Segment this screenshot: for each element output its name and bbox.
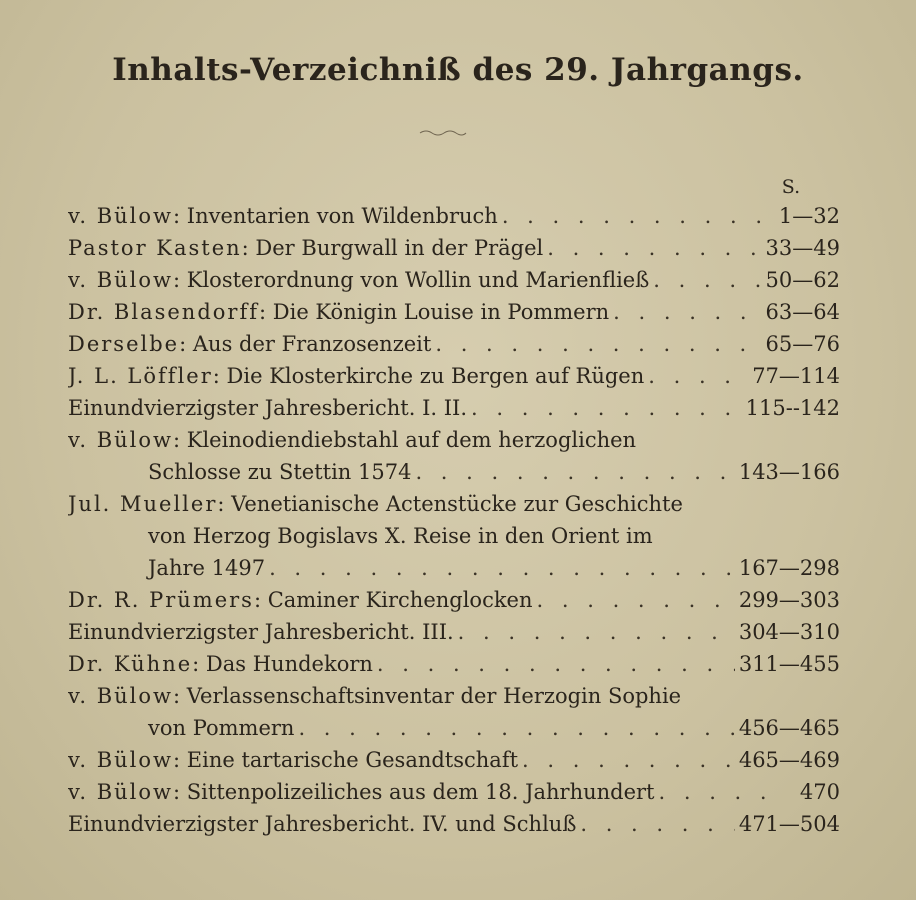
dot-leader — [518, 744, 735, 776]
toc-line — [68, 200, 840, 232]
toc-separator: : — [253, 588, 268, 612]
toc-separator: : — [173, 204, 187, 228]
toc-separator: : — [179, 332, 193, 356]
toc-line — [68, 264, 840, 296]
dot-leader — [533, 584, 735, 616]
toc-title: Die Königin Louise in Pommern — [272, 300, 610, 324]
toc-line-text — [68, 392, 467, 424]
toc-separator: : — [217, 492, 232, 516]
toc-separator: : — [192, 652, 206, 676]
toc-entry — [68, 648, 840, 680]
toc-entry — [68, 424, 840, 488]
toc-entry — [68, 680, 840, 744]
toc-title: Einundvierzigster Jahresbericht. I. II. — [68, 396, 468, 420]
toc-page-range: 63—64 — [765, 300, 840, 324]
toc-page-range: 50—62 — [765, 268, 840, 292]
dot-leader — [431, 328, 761, 360]
ornament-divider — [418, 128, 468, 138]
toc-author: v. Bülow — [68, 780, 174, 804]
toc-title: Aus der Franzosenzeit — [192, 332, 432, 356]
toc-line-text — [148, 712, 294, 744]
toc-line-text — [68, 232, 543, 264]
toc-author: Dr. R. Prümers — [68, 588, 254, 612]
toc-entry — [68, 232, 840, 264]
toc-line-text — [68, 424, 636, 456]
table-of-contents — [68, 200, 840, 840]
toc-entry — [68, 584, 840, 616]
toc-line — [68, 552, 840, 584]
toc-line — [68, 424, 840, 456]
toc-title: Jahre 1497 — [148, 556, 266, 580]
dot-leader — [649, 264, 761, 296]
toc-line — [68, 808, 840, 840]
toc-page-range: 77—114 — [752, 364, 840, 388]
dot-leader — [498, 200, 766, 232]
toc-title: Der Burgwall in der Prägel — [255, 236, 544, 260]
toc-author: Dr. Kühne — [68, 652, 193, 676]
dot-leader — [609, 296, 761, 328]
toc-page-range: 1—32 — [778, 204, 840, 228]
toc-page-range: 470 — [799, 780, 840, 804]
toc-separator: : — [173, 780, 187, 804]
toc-author: v. Bülow — [68, 204, 174, 228]
toc-entry — [68, 392, 840, 424]
toc-page-range: 465—469 — [738, 748, 840, 772]
toc-line-text — [68, 360, 644, 392]
toc-title: von Pommern — [148, 716, 295, 740]
toc-line-text — [68, 808, 576, 840]
toc-line — [68, 616, 840, 648]
toc-title: Klosterordnung von Wollin und Marienfließ — [186, 268, 650, 292]
toc-title: Schlosse zu Stettin 1574 — [148, 460, 412, 484]
toc-page-range: 167—298 — [738, 556, 840, 580]
toc-author: Jul. Mueller — [68, 492, 218, 516]
toc-page-range: 456—465 — [738, 716, 840, 740]
toc-line — [68, 648, 840, 680]
toc-line-text — [68, 488, 683, 520]
dot-leader — [294, 712, 734, 744]
dot-leader — [454, 616, 735, 648]
toc-entry — [68, 808, 840, 840]
toc-line — [68, 392, 840, 424]
toc-separator: : — [241, 236, 256, 260]
toc-entry — [68, 296, 840, 328]
toc-author: v. Bülow — [68, 268, 174, 292]
page-column-label: S. — [781, 176, 801, 198]
toc-page-range: 471—504 — [738, 812, 840, 836]
toc-entry — [68, 488, 840, 584]
toc-page-range: 311—455 — [738, 652, 840, 676]
toc-title: von Herzog Bogislavs X. Reise in den Orient im — [148, 524, 653, 548]
toc-page-range: 143—166 — [738, 460, 840, 484]
dot-leader — [655, 776, 767, 808]
toc-line — [68, 360, 840, 392]
toc-entry — [68, 776, 840, 808]
toc-line-text — [68, 616, 454, 648]
dot-leader — [644, 360, 748, 392]
toc-page-range: 299—303 — [738, 588, 840, 612]
toc-separator: : — [173, 748, 187, 772]
toc-line-text — [68, 328, 431, 360]
toc-line-text — [68, 680, 681, 712]
toc-line — [68, 776, 840, 808]
toc-author: v. Bülow — [68, 748, 174, 772]
toc-line-text — [68, 296, 609, 328]
toc-line — [68, 488, 840, 520]
toc-author: J. L. Löffler — [68, 364, 213, 388]
toc-line-text — [68, 584, 533, 616]
toc-author: v. Bülow — [68, 684, 174, 708]
toc-page-range: 65—76 — [765, 332, 840, 356]
toc-entry — [68, 264, 840, 296]
toc-title: Sittenpolizeiliches aus dem 18. Jahrhundert — [186, 780, 655, 804]
toc-line — [68, 712, 840, 744]
toc-line — [68, 232, 840, 264]
toc-line — [68, 296, 840, 328]
toc-page-range: 304—310 — [738, 620, 840, 644]
toc-author: Pastor Kasten — [68, 236, 242, 260]
toc-separator: : — [259, 300, 273, 324]
toc-line — [68, 744, 840, 776]
dot-leader — [576, 808, 734, 840]
toc-title: Caminer Kirchenglocken — [267, 588, 533, 612]
toc-separator: : — [173, 684, 187, 708]
toc-separator: : — [212, 364, 227, 388]
dot-leader — [265, 552, 735, 584]
toc-title: Kleinodiendiebstahl auf dem herzoglichen — [186, 428, 637, 452]
toc-title: Einundvierzigster Jahresbericht. III. — [68, 620, 454, 644]
toc-line-text — [68, 776, 655, 808]
dot-leader — [467, 392, 742, 424]
toc-entry — [68, 360, 840, 392]
toc-separator: : — [173, 268, 187, 292]
toc-title: Venetianische Actenstücke zur Geschichte — [231, 492, 683, 516]
toc-separator: : — [173, 428, 187, 452]
toc-page-range: 115--142 — [745, 396, 840, 420]
toc-entry — [68, 744, 840, 776]
page-title: Inhalts-Verzeichniß des 29. Jahrgangs. — [112, 52, 804, 88]
toc-title: Das Hundekorn — [205, 652, 373, 676]
toc-line — [68, 680, 840, 712]
toc-line-text — [68, 200, 498, 232]
toc-line-text — [68, 648, 373, 680]
toc-line-text — [148, 552, 265, 584]
toc-line — [68, 456, 840, 488]
toc-line-text — [68, 264, 649, 296]
toc-author: Derselbe — [68, 332, 180, 356]
toc-line — [68, 328, 840, 360]
toc-title: Verlassenschaftsinventar der Herzogin Sophie — [186, 684, 682, 708]
toc-line-text — [68, 744, 518, 776]
toc-line — [68, 520, 840, 552]
toc-author: Dr. Blasendorff — [68, 300, 259, 324]
toc-line — [68, 584, 840, 616]
toc-title: Eine tartarische Gesandtschaft — [186, 748, 519, 772]
toc-title: Inventarien von Wildenbruch — [186, 204, 498, 228]
toc-entry — [68, 200, 840, 232]
toc-line-text — [148, 520, 653, 552]
toc-author: v. Bülow — [68, 428, 174, 452]
toc-page-range: 33—49 — [765, 236, 840, 260]
toc-title: Die Klosterkirche zu Bergen auf Rügen — [226, 364, 645, 388]
toc-entry — [68, 328, 840, 360]
toc-title: Einundvierzigster Jahresbericht. IV. und Schluß — [68, 812, 577, 836]
dot-leader — [373, 648, 735, 680]
dot-leader — [543, 232, 761, 264]
dot-leader — [411, 456, 734, 488]
toc-line-text — [148, 456, 411, 488]
toc-entry — [68, 616, 840, 648]
